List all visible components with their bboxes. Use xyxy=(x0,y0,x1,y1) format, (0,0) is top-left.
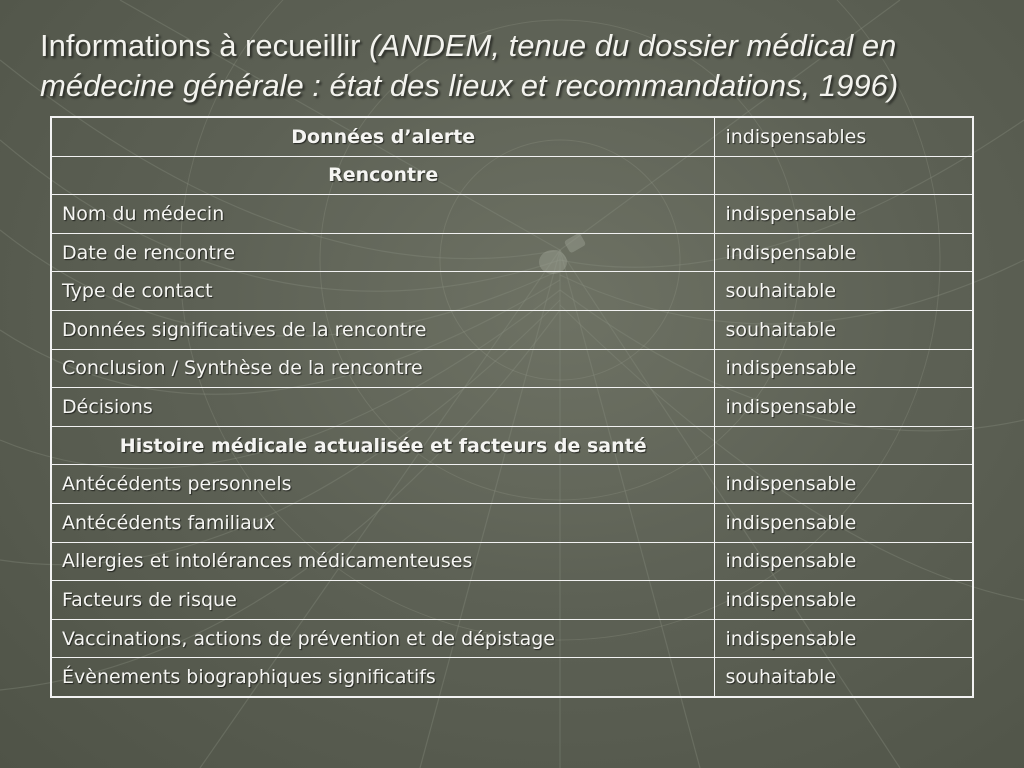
table-row xyxy=(51,542,973,581)
row-label: Nom du médecin xyxy=(51,195,715,234)
row-value: souhaitable xyxy=(715,310,973,349)
row-label: Antécédents familiaux xyxy=(51,503,715,542)
row-label: Type de contact xyxy=(51,272,715,311)
table-row xyxy=(51,581,973,620)
row-label: Histoire médicale actualisée et facteurs de santé xyxy=(51,426,715,465)
row-value: indispensable xyxy=(715,581,973,620)
table-row xyxy=(51,117,973,156)
row-value: indispensable xyxy=(715,388,973,427)
row-value: indispensable xyxy=(715,233,973,272)
row-label: Facteurs de risque xyxy=(51,581,715,620)
row-value: souhaitable xyxy=(715,272,973,311)
slide-title-main: Informations à recueillir xyxy=(40,28,361,63)
row-value: indispensable xyxy=(715,619,973,658)
information-table xyxy=(50,116,974,698)
row-value: indispensable xyxy=(715,542,973,581)
table-row xyxy=(51,503,973,542)
row-value: indispensable xyxy=(715,349,973,388)
row-label: Décisions xyxy=(51,388,715,427)
row-label: Antécédents personnels xyxy=(51,465,715,504)
table-row xyxy=(51,349,973,388)
row-label: Conclusion / Synthèse de la rencontre xyxy=(51,349,715,388)
row-label: Évènements biographiques significatifs xyxy=(51,658,715,697)
slide-title xyxy=(40,26,1000,106)
table-row xyxy=(51,195,973,234)
row-label: Vaccinations, actions de prévention et de dépistage xyxy=(51,619,715,658)
table-row xyxy=(51,156,973,195)
slide-title-subtitle: (ANDEM, tenue du dossier médical en médecine générale : état des lieux et recommandations, 1996) xyxy=(40,28,899,103)
table-row xyxy=(51,658,973,697)
table-row xyxy=(51,465,973,504)
row-value: indispensable xyxy=(715,503,973,542)
row-label: Données significatives de la rencontre xyxy=(51,310,715,349)
table-row xyxy=(51,619,973,658)
row-label: Données d’alerte xyxy=(51,117,715,156)
table-row xyxy=(51,388,973,427)
table-row xyxy=(51,233,973,272)
table-row xyxy=(51,272,973,311)
row-value: souhaitable xyxy=(715,658,973,697)
row-value: indispensable xyxy=(715,195,973,234)
row-label: Allergies et intolérances médicamenteuses xyxy=(51,542,715,581)
row-value: indispensable xyxy=(715,465,973,504)
row-value xyxy=(715,156,973,195)
row-label: Date de rencontre xyxy=(51,233,715,272)
row-label: Rencontre xyxy=(51,156,715,195)
row-value: indispensables xyxy=(715,117,973,156)
table-row xyxy=(51,426,973,465)
table-row xyxy=(51,310,973,349)
row-value xyxy=(715,426,973,465)
